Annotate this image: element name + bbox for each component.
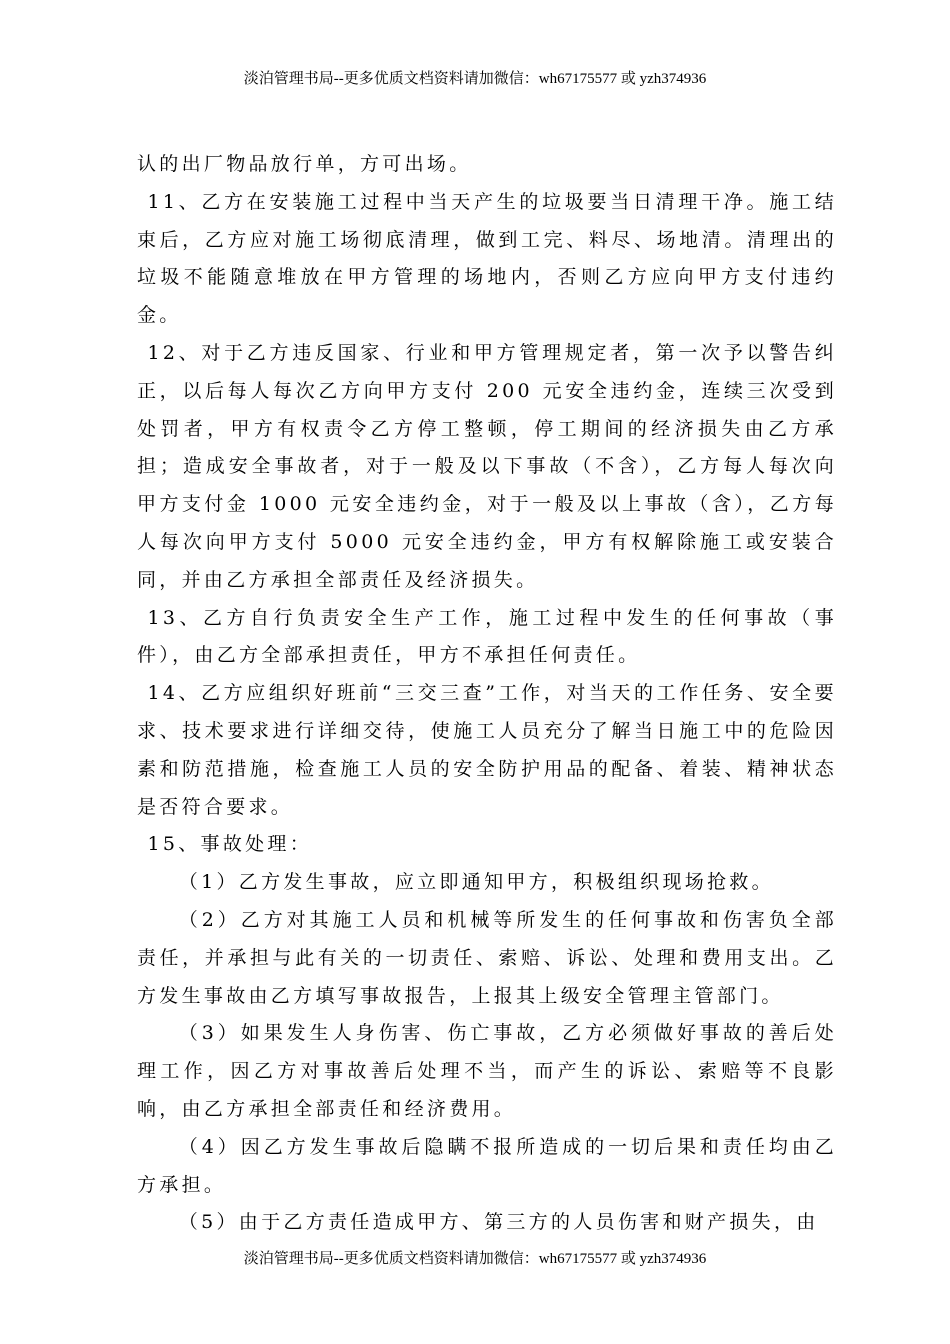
paragraph-item-13: 13、乙方自行负责安全生产工作，施工过程中发生的任何事故（事件），由乙方全部承担责任，甲方不承担任何责任。 xyxy=(137,606,837,667)
document-body xyxy=(137,146,837,1242)
page-header: 淡泊管理书局--更多优质文档资料请加微信：wh67175577 或 yzh374936 xyxy=(243,71,707,87)
paragraph-item-11: 11、乙方在安装施工过程中当天产生的垃圾要当日清理干净。施工结束后，乙方应对施工场彻底清理，做到工完、料尽、场地清。清理出的垃圾不能随意堆放在甲方管理的场地内，否则乙方应向甲方支付违约金。 xyxy=(137,190,837,327)
page-footer: 淡泊管理书局--更多优质文档资料请加微信：wh67175577 或 yzh374936 xyxy=(243,1251,707,1267)
paragraph-subitem-4: （4）因乙方发生事故后隐瞒不报所造成的一切后果和责任均由乙方承担。 xyxy=(137,1135,837,1196)
paragraph-subitem-1: （1）乙方发生事故，应立即通知甲方，积极组织现场抢救。 xyxy=(178,871,774,894)
paragraph-subitem-5: （5）由于乙方责任造成甲方、第三方的人员伤害和财产损失，由 xyxy=(178,1211,819,1234)
paragraph-item-12: 12、对于乙方违反国家、行业和甲方管理规定者，第一次予以警告纠正，以后每人每次乙方向甲方支付 200 元安全违约金，连续三次受到处罚者，甲方有权责令乙方停工整顿，停工期间的经济损失由乙方承担；造成安全事故者，对于一般及以下事故（不含），乙方每人每次向甲方支付金 1000 元安全违约金，对于一般及以上事故（含），乙方每人每次向甲方支付 5000 元安全违约金，甲方有权解除施工或安装合同，并由乙方承担全部责任及经济损失。 xyxy=(137,341,837,591)
paragraph-subitem-3: （3）如果发生人身伤害、伤亡事故，乙方必须做好事故的善后处理工作，因乙方对事故善后处理不当，而产生的诉讼、索赔等不良影响，由乙方承担全部责任和经济费用。 xyxy=(137,1022,837,1120)
paragraph-item-15-heading: 15、事故处理： xyxy=(147,833,313,856)
paragraph-item-14: 14、乙方应组织好班前“三交三查”工作，对当天的工作任务、安全要求、技术要求进行详细交待，使施工人员充分了解当日施工中的危险因素和防范措施，检查施工人员的安全防护用品的配备、着装、精神状态是否符合要求。 xyxy=(137,682,837,818)
paragraph-continuation: 认的出厂物品放行单，方可出场。 xyxy=(137,153,472,175)
paragraph-subitem-2: （2）乙方对其施工人员和机械等所发生的任何事故和伤害负全部责任，并承担与此有关的一切责任、索赔、诉讼、处理和费用支出。乙方发生事故由乙方填写事故报告，上报其上级安全管理主管部门。 xyxy=(137,908,837,1007)
